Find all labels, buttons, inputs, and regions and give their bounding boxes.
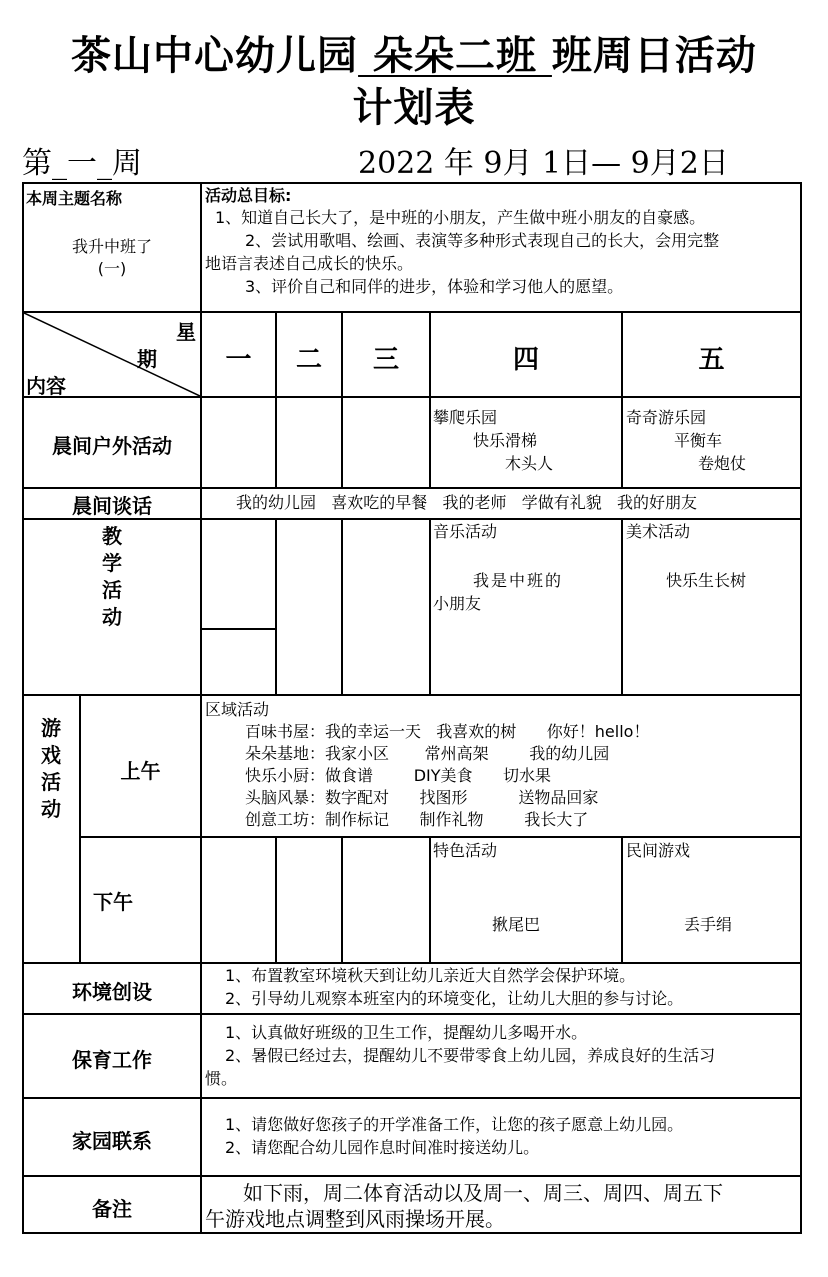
game-label-divider	[79, 694, 81, 963]
day-column-divider	[275, 311, 277, 488]
games-label-char: 游	[41, 716, 61, 740]
goal-item: 1、知道自己长大了，是中班的小朋友，产生做中班小朋友的自豪感。	[215, 208, 706, 227]
fri-outdoor-item: 平衡车	[674, 431, 723, 450]
row-line	[22, 1175, 802, 1177]
games-am-line: 快乐小厨：做食谱 DIY美食 切水果	[245, 766, 552, 785]
thu-outdoor-item: 快乐滑梯	[473, 431, 538, 450]
day-column-divider	[341, 518, 343, 695]
table-right-border	[800, 182, 802, 1234]
day-column-divider	[429, 518, 431, 695]
goal-item: 地语言表述自己成长的快乐。	[205, 254, 414, 273]
header-content: 内容	[26, 374, 66, 398]
table-top-border	[22, 182, 802, 184]
teaching-label-char: 教	[102, 524, 122, 548]
environment-line: 1、布置教室环境秋天到让幼儿亲近大自然学会保护环境。	[225, 966, 636, 985]
games-am-line: 朵朵基地：我家小区 常州高架 我的幼儿园	[245, 744, 610, 763]
table-bottom-border	[22, 1232, 802, 1234]
games-am-line: 创意工坊：制作标记 制作礼物 我长大了	[245, 810, 589, 829]
monday-split-line	[200, 628, 276, 630]
thu-pm-title: 特色活动	[433, 841, 498, 860]
theme-name: 我升中班了	[71, 237, 152, 256]
day-column-divider	[429, 311, 431, 488]
goal-item: 3、评价自己和同伴的进步，体验和学习他人的愿望。	[245, 277, 624, 296]
fri-outdoor-item: 奇奇游乐园	[626, 408, 707, 427]
page-title-line2: 计划表	[352, 85, 476, 131]
row-line	[22, 694, 802, 696]
games-am-line: 百味书屋：我的幸运一天 我喜欢的树 你好！hello！	[245, 722, 650, 741]
title-class-name: 朵朵二班	[358, 33, 552, 79]
header-qi: 期	[137, 347, 157, 371]
games-pm-label: 下午	[93, 890, 133, 914]
thu-outdoor-item: 攀爬乐园	[433, 408, 498, 427]
day-column-divider	[621, 311, 623, 488]
day-column-divider	[341, 311, 343, 488]
teaching-label-char: 活	[102, 578, 122, 602]
row-line	[22, 487, 802, 489]
teaching-label-char: 动	[102, 605, 122, 629]
day-column-divider	[621, 836, 623, 963]
title-kindergarten: 茶山中心幼儿园	[71, 33, 359, 79]
title-suffix: 班周日活动	[551, 33, 757, 79]
games-am-line: 头脑风暴：数字配对 找图形 送物品回家	[245, 788, 599, 807]
header-xing: 星	[176, 320, 196, 344]
day-column-divider	[275, 836, 277, 963]
goal-item: 2、尝试用歌唱、绘画、表演等多种形式表现自己的长大，会用完整	[245, 231, 720, 250]
day-column-divider	[341, 836, 343, 963]
day-column-divider	[275, 518, 277, 695]
notes-line: 午游戏地点调整到风雨操场开展。	[205, 1207, 505, 1231]
row-line	[80, 836, 802, 838]
thu-teaching-title: 音乐活动	[433, 522, 498, 541]
care-line: 1、认真做好班级的卫生工作，提醒幼儿多喝开水。	[225, 1023, 588, 1042]
week-dates: 2022 年 9月 1日— 9月2日	[358, 146, 729, 181]
day-header-thu: 四	[512, 345, 539, 375]
week-line	[22, 138, 812, 182]
day-column-divider	[621, 518, 623, 695]
day-column-divider	[429, 836, 431, 963]
family-line: 2、请您配合幼儿园作息时间准时接送幼儿。	[225, 1138, 540, 1157]
morning-talk-content: 我的幼儿园 喜欢吃的早餐 我的老师 学做有礼貌 我的好朋友	[236, 493, 698, 512]
teaching-label-char: 学	[102, 551, 122, 575]
row-line	[22, 1097, 802, 1099]
family-line: 1、请您做好您孩子的开学准备工作，让您的孩子愿意上幼儿园。	[225, 1115, 684, 1134]
thu-teaching-line: 我是中班的	[473, 571, 564, 590]
care-line: 2、暑假已经过去，提醒幼儿不要带零食上幼儿园，养成良好的生活习	[225, 1046, 716, 1065]
thu-teaching-line: 小朋友	[433, 594, 482, 613]
family-label: 家园联系	[72, 1129, 152, 1153]
week-number: 第_一_周	[22, 146, 142, 181]
fri-outdoor-item: 卷炮仗	[698, 454, 747, 473]
day-header-fri: 五	[698, 345, 725, 375]
games-am-label: 上午	[120, 759, 161, 783]
care-label: 保育工作	[72, 1048, 152, 1072]
games-label-char: 活	[41, 770, 61, 794]
morning-talk-label: 晨间谈话	[72, 494, 152, 518]
day-header-tue: 二	[295, 345, 322, 375]
environment-label: 环境创设	[72, 980, 152, 1004]
fri-pm-title: 民间游戏	[626, 841, 691, 860]
environment-line: 2、引导幼儿观察本班室内的环境变化，让幼儿大胆的参与讨论。	[225, 989, 684, 1008]
fri-teaching-title: 美术活动	[626, 522, 691, 541]
games-label-char: 戏	[41, 743, 61, 767]
games-label-char: 动	[41, 797, 61, 821]
theme-sub: (一)	[97, 259, 127, 278]
notes-label: 备注	[92, 1197, 132, 1221]
page-title	[0, 30, 828, 82]
notes-line: 如下雨，周二体育活动以及周一、周三、周四、周五下	[243, 1181, 723, 1205]
fri-pm-line: 丢手绢	[684, 915, 733, 934]
care-line: 惯。	[205, 1069, 238, 1088]
day-header-wed: 三	[372, 345, 399, 375]
row-line	[22, 1013, 802, 1015]
games-am-title: 区域活动	[205, 700, 270, 719]
theme-header: 本周主题名称	[26, 189, 123, 208]
row-line	[22, 962, 802, 964]
goals-header: 活动总目标:	[205, 186, 292, 205]
thu-outdoor-item: 木头人	[505, 454, 554, 473]
morning-outdoor-label: 晨间户外活动	[52, 434, 172, 458]
fri-teaching-line: 快乐生长树	[666, 571, 747, 590]
day-header-mon: 一	[225, 345, 252, 375]
thu-pm-line: 揪尾巴	[492, 915, 541, 934]
